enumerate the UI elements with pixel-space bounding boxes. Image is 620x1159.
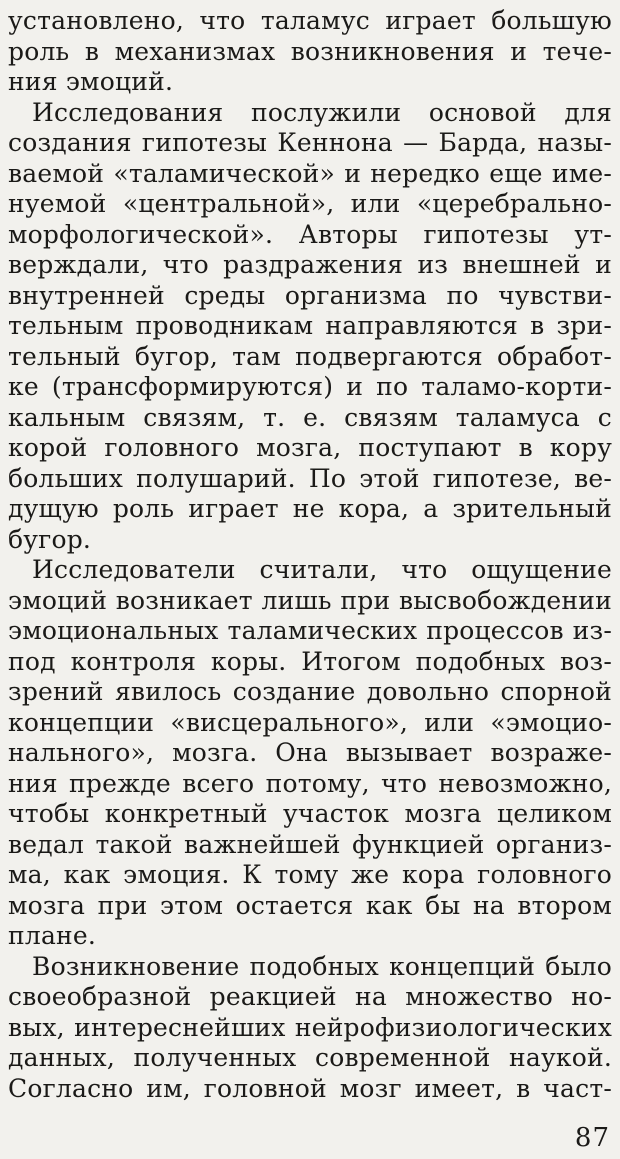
text-line: нального», мозга. Она вызывает возраже- — [8, 738, 612, 767]
text-line: нуемой «центральной», или «церебрально- — [8, 189, 612, 218]
text-line: под контроля коры. Итогом подобных воз- — [8, 646, 612, 676]
text-line: бугор. — [8, 524, 92, 554]
text-line: ния прежде всего потому, что невозможно, — [8, 768, 612, 798]
text-line: роль в механизмах возникновения и тече- — [8, 36, 612, 66]
text-line: создания гипотезы Кеннона — Барда, назы- — [8, 128, 612, 157]
text-line: ваемой «таламической» и нередко еще име- — [8, 158, 612, 188]
page-text — [8, 6, 612, 1104]
text-line: концепции «висцерального», или «эмоцио- — [8, 707, 612, 737]
text-line: Исследования послужили основой для — [32, 97, 612, 127]
text-line: корой головного мозга, поступают в кору — [8, 433, 612, 462]
text-line: дущую роль играет не кора, а зрительный — [8, 494, 612, 523]
text-line: Исследователи считали, что ощущение — [32, 555, 612, 584]
page-number: 87 — [574, 1123, 610, 1153]
text-line: эмоциональных таламических процессов из- — [8, 616, 612, 645]
text-line: чтобы конкретный участок мозга целиком — [8, 799, 612, 828]
text-line: плане. — [8, 921, 97, 950]
text-line: Возникновение подобных концепций было — [32, 951, 612, 981]
text-line: ведал такой важнейшей функцией организ- — [8, 829, 612, 859]
text-line: морфологической». Авторы гипотезы ут- — [8, 219, 612, 249]
text-line: вых, интереснейших нейрофизиологических — [8, 1012, 612, 1042]
text-line: ния эмоций. — [8, 67, 174, 96]
text-line: зрений явилось создание довольно спорной — [8, 677, 612, 706]
text-line: тельным проводникам направляются в зри- — [8, 311, 612, 340]
text-line: больших полушарий. По этой гипотезе, ве- — [8, 463, 612, 493]
text-line: ке (трансформируются) и по таламо-корти- — [8, 372, 612, 401]
text-line: мозга при этом остается как бы на втором — [8, 890, 612, 920]
text-line: внутренней среды организма по чувстви- — [8, 280, 612, 310]
text-line: установлено, что таламус играет большую — [8, 6, 612, 35]
text-line: кальным связям, т. е. связям таламуса с — [8, 402, 612, 432]
text-line: ма, как эмоция. К тому же кора головного — [8, 860, 612, 889]
text-line: верждали, что раздражения из внешней и — [8, 250, 612, 279]
text-line: тельный бугор, там подвергаются обработ- — [8, 341, 612, 371]
text-line: эмоций возникает лишь при высвобождении — [8, 585, 612, 615]
text-line: Согласно им, головной мозг имеет, в част- — [8, 1073, 612, 1103]
text-line: своеобразной реакцией на множество но- — [8, 982, 612, 1011]
text-line: данных, полученных современной наукой. — [8, 1043, 612, 1072]
